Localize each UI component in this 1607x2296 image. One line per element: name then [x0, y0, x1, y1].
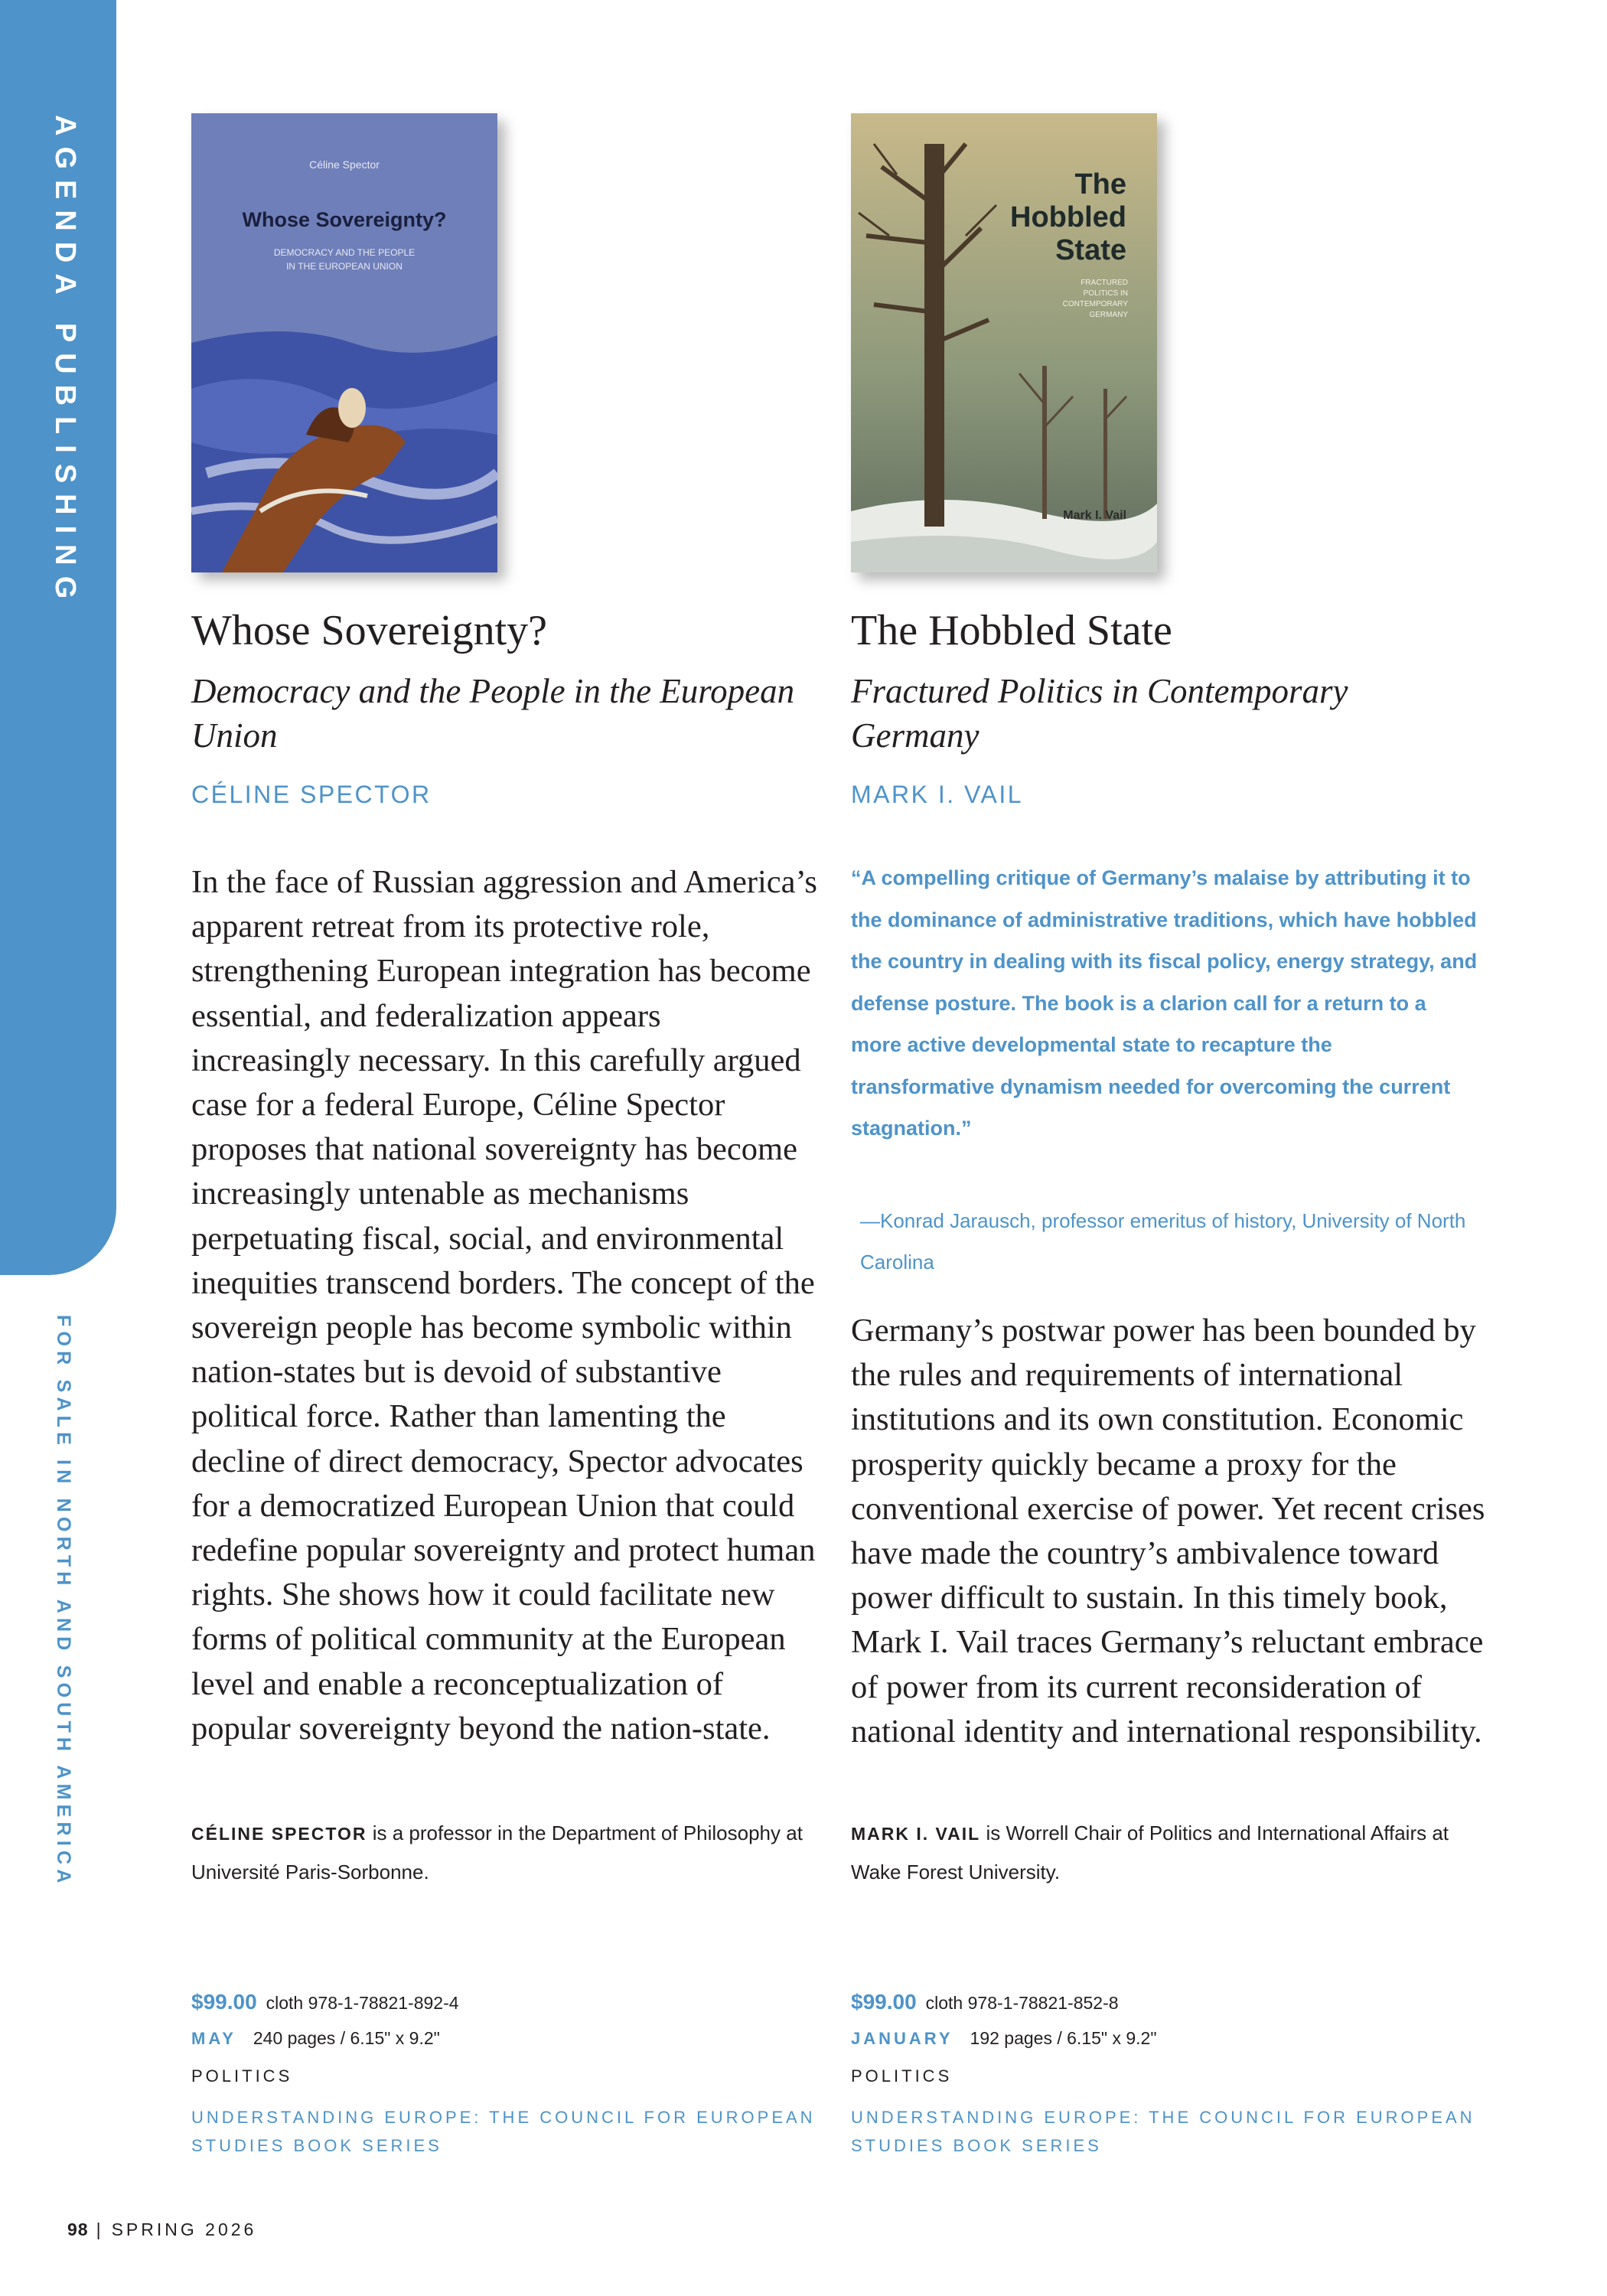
author-bio-name: CÉLINE SPECTOR	[191, 1824, 367, 1844]
sidebar-region-label: FOR SALE IN NORTH AND SOUTH AMERICA	[53, 1315, 74, 1888]
cover-author-text: Mark I. Vail	[1063, 509, 1126, 522]
cover-art	[851, 113, 1157, 572]
cover-author-text: Céline Spector	[309, 158, 380, 171]
cover-title-line-1: The	[1074, 168, 1126, 201]
cover-subtitle-line-1: DEMOCRACY AND THE PEOPLE	[273, 247, 416, 258]
cover-art	[191, 113, 497, 572]
book-author: MARK I. VAIL	[851, 781, 1024, 808]
book-author: CÉLINE SPECTOR	[191, 781, 432, 808]
cover-subtitle-line-2: IN THE EUROPEAN UNION	[286, 261, 403, 272]
subject: POLITICS	[851, 2066, 953, 2086]
price-line	[851, 1990, 1119, 2014]
author-bio-text: is a professor in the Department of Philosophy at Université Paris-Sorbonne.	[191, 1821, 803, 1883]
author-bio	[191, 1814, 826, 1891]
cover-title-line-3: State	[1055, 234, 1126, 266]
cover-title-text: Whose Sovereignty?	[242, 208, 447, 231]
book-description: In the face of Russian aggression and America’s apparent retreat from its protective role, strengthening European integration has become essential, and federalization appears increasingly necessary. In this carefully argued case for a federal Europe, Céline Spector proposes that national sovereignty has become increasingly untenable as mechanisms perpetuating fiscal, social, and environmental inequities transcend borders. The concept of the sovereign people has become symbolic within nation-states but is devoid of substantive political force. Rather than lamenting the decline of direct democracy, Spector advocates for a democratized European Union that could redefine popular sovereignty and protect human rights. She shows how it could facilitate new forms of political community at the European level and enable a reconceptualization of popular sovereignty beyond the nation-state.	[191, 864, 817, 1746]
footer-separator: |	[96, 2219, 104, 2239]
cover-subtitle-line-3: CONTEMPORARY	[1062, 300, 1128, 308]
format-isbn: cloth 978-1-78821-852-8	[925, 1993, 1119, 2013]
cover-title-line-2: Hobbled	[1010, 201, 1126, 233]
cover-subtitle-line-2: POLITICS IN	[1083, 289, 1128, 298]
endorsement-quote: “A compelling critique of Germany’s malaise by attributing it to the dominance of administrative traditions, which have hobbled the country in dealing with its fiscal policy, energy strategy, and defense posture. The book is a clarion call for a return to a more active developmental state to recapture the transformative dynamism needed for overcoming the current stagnation.”	[851, 866, 1478, 1140]
book-title: The Hobbled State	[851, 607, 1172, 654]
book-cover-image[interactable]	[851, 113, 1157, 572]
series: UNDERSTANDING EUROPE: THE COUNCIL FOR EUROPEAN STUDIES BOOK SERIES	[191, 2108, 816, 2155]
book-description: Germany’s postwar power has been bounded by the rules and requirements of international institutions and its own constitution. Economic prosperity quickly became a proxy for the conventional exercise of power. Yet recent crises have made the country’s ambivalence toward power difficult to sustain. In this timely book, Mark I. Vail traces Germany’s reluctant embrace of power from its current reconsideration of national identity and international responsibility.	[851, 1313, 1485, 1750]
pub-month: MAY	[191, 2029, 236, 2048]
book-subtitle: Fractured Politics in Contemporary Germany	[851, 672, 1348, 755]
catalog-season: SPRING 2026	[111, 2219, 257, 2239]
book-subtitle: Democracy and the People in the European Union	[191, 672, 795, 755]
format-isbn: cloth 978-1-78821-892-4	[266, 1993, 459, 2013]
price: $99.00	[851, 1990, 917, 2014]
pub-line	[191, 2028, 440, 2049]
cover-subtitle-line-4: GERMANY	[1089, 311, 1128, 319]
page-count: 240 pages / 6.15" x 9.2"	[253, 2028, 440, 2048]
book-title: Whose Sovereignty?	[191, 607, 547, 654]
price: $99.00	[191, 1990, 257, 2014]
page-footer	[67, 2219, 256, 2240]
author-bio	[851, 1814, 1486, 1891]
page-count: 192 pages / 6.15" x 9.2"	[970, 2028, 1157, 2048]
pub-month: JANUARY	[851, 2029, 953, 2048]
price-line	[191, 1990, 459, 2014]
page-number: 98	[67, 2219, 89, 2239]
pub-line	[851, 2028, 1156, 2049]
cover-subtitle-line-1: FRACTURED	[1081, 279, 1128, 287]
sidebar-publisher-label: AGENDA PUBLISHING	[49, 115, 81, 610]
author-bio-text: is Worrell Chair of Politics and International Affairs at Wake Forest University.	[851, 1821, 1449, 1883]
author-bio-name: MARK I. VAIL	[851, 1824, 981, 1844]
series: UNDERSTANDING EUROPE: THE COUNCIL FOR EUROPEAN STUDIES BOOK SERIES	[851, 2108, 1475, 2155]
book-cover-image[interactable]	[191, 113, 497, 572]
subject: POLITICS	[191, 2066, 293, 2086]
endorsement-attribution: —Konrad Jarausch, professor emeritus of history, University of North Carolina	[860, 1209, 1466, 1274]
